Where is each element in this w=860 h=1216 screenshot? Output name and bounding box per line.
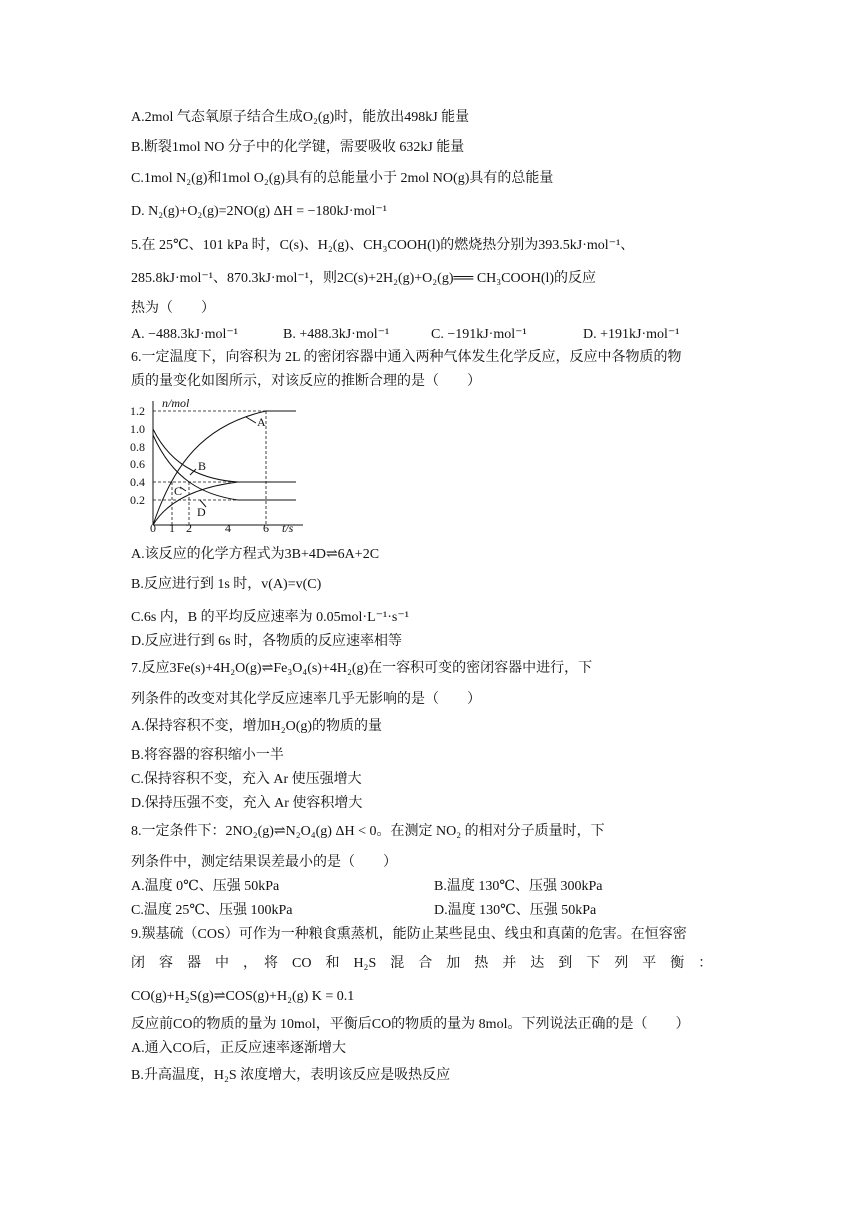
q4-option-a: A.2mol 气态氧原子结合生成O₂(g)时，能放出498kJ 能量 xyxy=(131,110,470,125)
y-tick-0.4: 0.4 xyxy=(130,475,145,489)
q9-option-b: B.升高温度，H₂S 浓度增大，表明该反应是吸热反应 xyxy=(131,1068,451,1083)
q7-stem-line1: 7.反应3Fe(s)+4H₂O(g)⇌Fe₃O₄(s)+4H₂(g)在一容积可变的密闭容器中进行，下 xyxy=(131,661,593,676)
y-tick-1.0: 1.0 xyxy=(130,422,145,436)
curve-label-c: C xyxy=(174,484,183,498)
x-tick-1: 1 xyxy=(169,521,175,535)
y-axis-label: n/mol xyxy=(162,396,190,410)
q7-stem-line2: 列条件的改变对其化学反应速率几乎无影响的是（ ） xyxy=(131,692,481,707)
q8-option-b: B.温度 130℃、压强 300kPa xyxy=(434,879,603,894)
q7-option-b: B.将容器的容积缩小一半 xyxy=(131,748,284,763)
q8-option-d: D.温度 130℃、压强 50kPa xyxy=(434,903,597,918)
q9-stem-line3: 反应前CO的物质的量为 10mol，平衡后CO的物质的量为 8mol。下列说法正确的是（ ） xyxy=(131,1017,690,1032)
q6-stem-line1: 6.一定温度下，向容积为 2L 的密闭容器中通入两种气体发生化学反应，反应中各物质的物 xyxy=(131,350,682,365)
q5-option-c: C. −191kJ·mol⁻¹ xyxy=(431,327,527,342)
x-tick-2: 2 xyxy=(186,521,192,535)
q9-option-a: A.通入CO后，正反应速率逐渐增大 xyxy=(131,1041,347,1056)
q7-option-c: C.保持容积不变，充入 Ar 使压强增大 xyxy=(131,772,362,787)
q8-option-c: C.温度 25℃、压强 100kPa xyxy=(131,903,293,918)
curve-c xyxy=(153,482,238,525)
q6-stem-line2: 质的量变化如图所示，对该反应的推断合理的是（ ） xyxy=(131,374,481,389)
q8-option-a: A.温度 0℃、压强 50kPa xyxy=(131,879,280,894)
x-tick-0: 0 xyxy=(150,521,156,535)
q5-option-d: D. +191kJ·mol⁻¹ xyxy=(583,327,680,342)
y-tick-0.6: 0.6 xyxy=(130,457,145,471)
q9-stem-line2: 闭 容 器 中 ， 将 CO 和 H₂S 混 合 加 热 并 达 到 下 列 平 衡 ： xyxy=(131,956,713,971)
q9-stem-line1: 9.羰基硫（COS）可作为一种粮食熏蒸机，能防止某些昆虫、线虫和真菌的危害。在恒容密 xyxy=(131,927,687,942)
q5-stem-line1: 5.在 25℃、101 kPa 时，C(s)、H₂(g)、CH₃COOH(l)的燃烧热分别为393.5kJ·mol⁻¹、 xyxy=(131,238,635,253)
q5-option-a: A. −488.3kJ·mol⁻¹ xyxy=(131,327,238,342)
q9-equation: CO(g)+H₂S(g)⇌COS(g)+H₂(g) K = 0.1 xyxy=(131,989,355,1004)
curve-label-d: D xyxy=(197,505,206,519)
x-tick-6: 6 xyxy=(263,521,269,535)
q8-stem-line2: 列条件中，测定结果误差最小的是（ ） xyxy=(131,855,397,870)
leader-a xyxy=(246,417,256,423)
q4-option-b: B.断裂1mol NO 分子中的化学键，需要吸收 632kJ 能量 xyxy=(131,140,465,155)
q5-stem-line3: 热为（ ） xyxy=(131,301,215,316)
q4-option-d: D. N₂(g)+O₂(g)=2NO(g) ΔH = −180kJ·mol⁻¹ xyxy=(131,204,387,219)
q7-option-a: A.保持容积不变，增加H₂O(g)的物质的量 xyxy=(131,719,383,734)
q7-option-d: D.保持压强不变，充入 Ar 使容积增大 xyxy=(131,796,363,811)
q5-option-b: B. +488.3kJ·mol⁻¹ xyxy=(283,327,390,342)
q6-figure xyxy=(128,395,308,535)
q8-stem-line1: 8.一定条件下：2NO₂(g)⇌N₂O₄(g) ΔH < 0。在测定 NO₂ 的相对分子质量时，下 xyxy=(131,824,605,839)
q5-stem-line2: 285.8kJ·mol⁻¹、870.3kJ·mol⁻¹，则2C(s)+2H₂(g)+O₂(g)══ CH₃COOH(l)的反应 xyxy=(131,271,597,286)
curve-a xyxy=(153,411,296,525)
q4-option-c: C.1mol N₂(g)和1mol O₂(g)具有的总能量小于 2mol NO(g)具有的总能量 xyxy=(131,171,554,186)
q5-options xyxy=(131,325,679,345)
curve-label-b: B xyxy=(198,459,207,473)
y-tick-0.2: 0.2 xyxy=(130,493,145,507)
curve-b xyxy=(153,429,296,482)
curve-label-a: A xyxy=(257,415,266,429)
x-tick-4: 4 xyxy=(225,521,231,535)
q6-option-d: D.反应进行到 6s 时，各物质的反应速率相等 xyxy=(131,634,403,649)
q6-option-b: B.反应进行到 1s 时，v(A)=v(C) xyxy=(131,577,322,592)
y-tick-1.2: 1.2 xyxy=(130,404,145,418)
y-tick-0.8: 0.8 xyxy=(130,440,145,454)
q6-option-c: C.6s 内，B 的平均反应速率为 0.05mol·L⁻¹·s⁻¹ xyxy=(131,610,409,625)
x-axis-label: t/s xyxy=(282,521,294,535)
q6-option-a: A.该反应的化学方程式为3B+4D⇌6A+2C xyxy=(131,547,380,562)
